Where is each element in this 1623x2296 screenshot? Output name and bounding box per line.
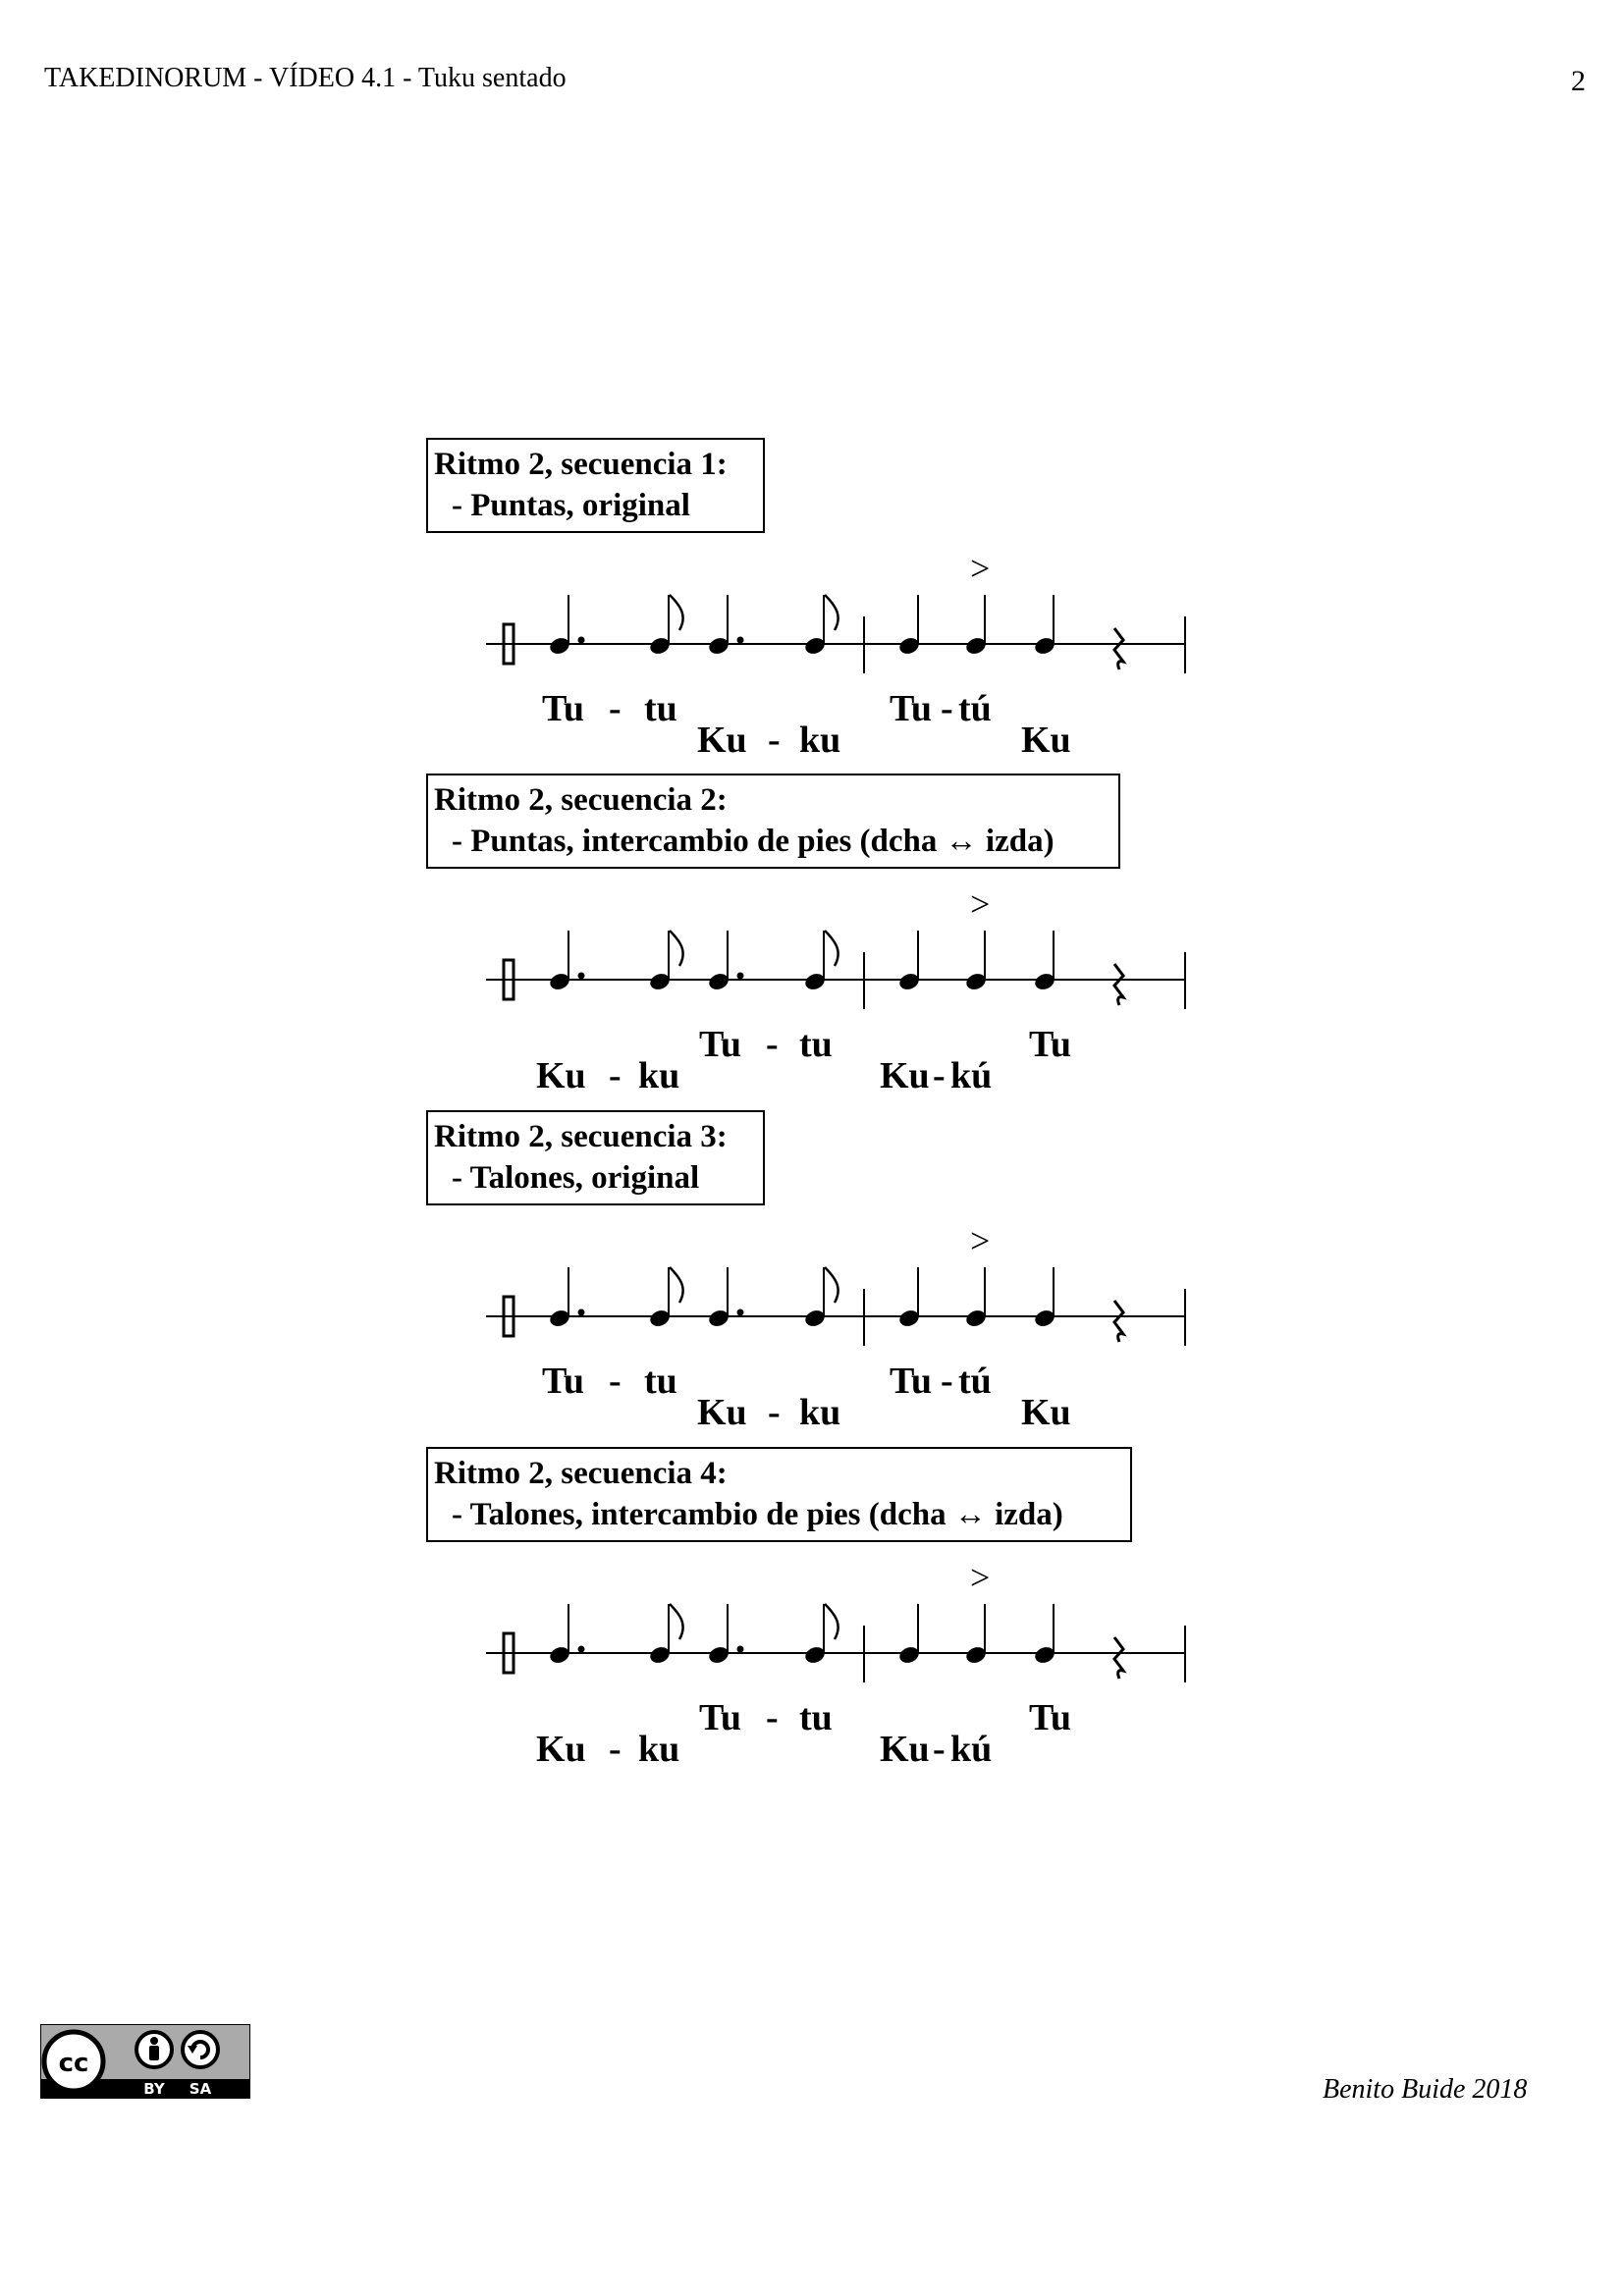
syllable-hyphen: - [933,1729,946,1770]
syllable: ku [799,720,841,761]
syllable: ku [799,1392,841,1433]
syllable-hyphen: - [941,688,953,729]
syllable: Ku [880,1055,930,1096]
eighth-flag [825,931,839,966]
author-credit: Benito Buide 2018 [1323,2074,1528,2105]
augmentation-dot [737,1646,744,1653]
svg-text:cc: cc [58,2049,89,2078]
syllable-hyphen: - [766,1697,779,1738]
section-3-heading-box [426,1110,765,1205]
augmentation-dot [578,973,585,980]
eighth-flag [670,931,683,966]
rhythm-notation-4 [471,1569,1198,1677]
quarter-rest [1114,1637,1123,1679]
syllable-hyphen: - [609,688,622,729]
quarter-rest [1114,628,1123,669]
syllable: Ku [697,720,747,761]
augmentation-dot [737,1309,744,1316]
rhythm-notation-2 [471,895,1198,1003]
eighth-flag [825,1604,839,1639]
eighth-flag [670,595,683,630]
syllable-hyphen: - [766,1024,779,1065]
syllable: tu [799,1697,833,1738]
quarter-rest [1114,1301,1123,1342]
badge-by-label: BY [143,2080,165,2098]
eighth-flag [670,1604,683,1639]
rhythm-staff-1 [471,549,1198,667]
syllable: Ku [1021,720,1071,761]
syllable: Tu [699,1697,741,1738]
rhythm-staff-3 [471,1221,1198,1340]
syllable: Ku [880,1729,930,1770]
section-3-subheading: - Talones, original [452,1160,700,1196]
section-2-heading-box [426,774,1120,869]
rhythm-notation-3 [471,1232,1198,1340]
syllable: tu [799,1024,833,1065]
syllable: Ku [536,1729,586,1770]
page-number: 2 [1571,65,1586,97]
syllable: Tu [542,1361,584,1402]
accent-mark: > [970,1221,991,1260]
syllable: Tu [1029,1024,1071,1065]
cc-by-sa-icon [40,2024,250,2099]
syllable: Tu [1029,1697,1071,1738]
syllable: tú [958,688,992,729]
syllable: ku [638,1729,680,1770]
syllable-hyphen: - [609,1361,622,1402]
augmentation-dot [578,637,585,644]
section-3-heading: Ritmo 2, secuencia 3: [434,1119,728,1154]
eighth-flag [670,1267,683,1303]
syllable-hyphen: - [768,720,781,761]
syllable: tú [958,1361,992,1402]
section-2-subheading: - Puntas, intercambio de pies (dcha ↔ izda) [452,824,1055,859]
quarter-rest [1114,964,1123,1005]
syllable: Tu [890,688,932,729]
syllable: Ku [536,1055,586,1096]
accent-mark: > [970,1558,991,1597]
section-2-heading: Ritmo 2, secuencia 2: [434,782,728,818]
section-1-subheading: - Puntas, original [452,488,690,523]
augmentation-dot [737,637,744,644]
accent-mark: > [970,884,991,924]
syllable: kú [950,1729,993,1770]
syllable: tu [644,688,677,729]
syllable: Ku [1021,1392,1071,1433]
syllable: tu [644,1361,677,1402]
augmentation-dot [578,1646,585,1653]
syllable: Ku [697,1392,747,1433]
section-4-heading: Ritmo 2, secuencia 4: [434,1456,728,1491]
section-1-heading-box [426,438,765,533]
syllable-hyphen: - [933,1055,946,1096]
syllable: Tu [699,1024,741,1065]
rhythm-staff-2 [471,884,1198,1003]
syllable-hyphen: - [609,1055,622,1096]
syllable: kú [950,1055,993,1096]
section-4-subheading: - Talones, intercambio de pies (dcha ↔ izda) [452,1497,1063,1532]
rhythm-staff-4 [471,1558,1198,1677]
syllable-hyphen: - [941,1361,953,1402]
rhythm-notation-1 [471,560,1198,667]
accent-mark: > [970,549,991,588]
cc-license-badge [40,2024,250,2104]
syllable: Tu [890,1361,932,1402]
eighth-flag [825,595,839,630]
syllable: Tu [542,688,584,729]
badge-sa-label: SA [189,2080,212,2098]
syllable-hyphen: - [768,1392,781,1433]
syllable-hyphen: - [609,1729,622,1770]
augmentation-dot [737,973,744,980]
share-alike-icon [183,2032,218,2067]
document-title: TAKEDINORUM - VÍDEO 4.1 - Tuku sentado [44,63,567,93]
section-4-heading-box [426,1447,1132,1542]
augmentation-dot [578,1309,585,1316]
syllable: ku [638,1055,680,1096]
section-1-heading: Ritmo 2, secuencia 1: [434,447,728,482]
eighth-flag [825,1267,839,1303]
